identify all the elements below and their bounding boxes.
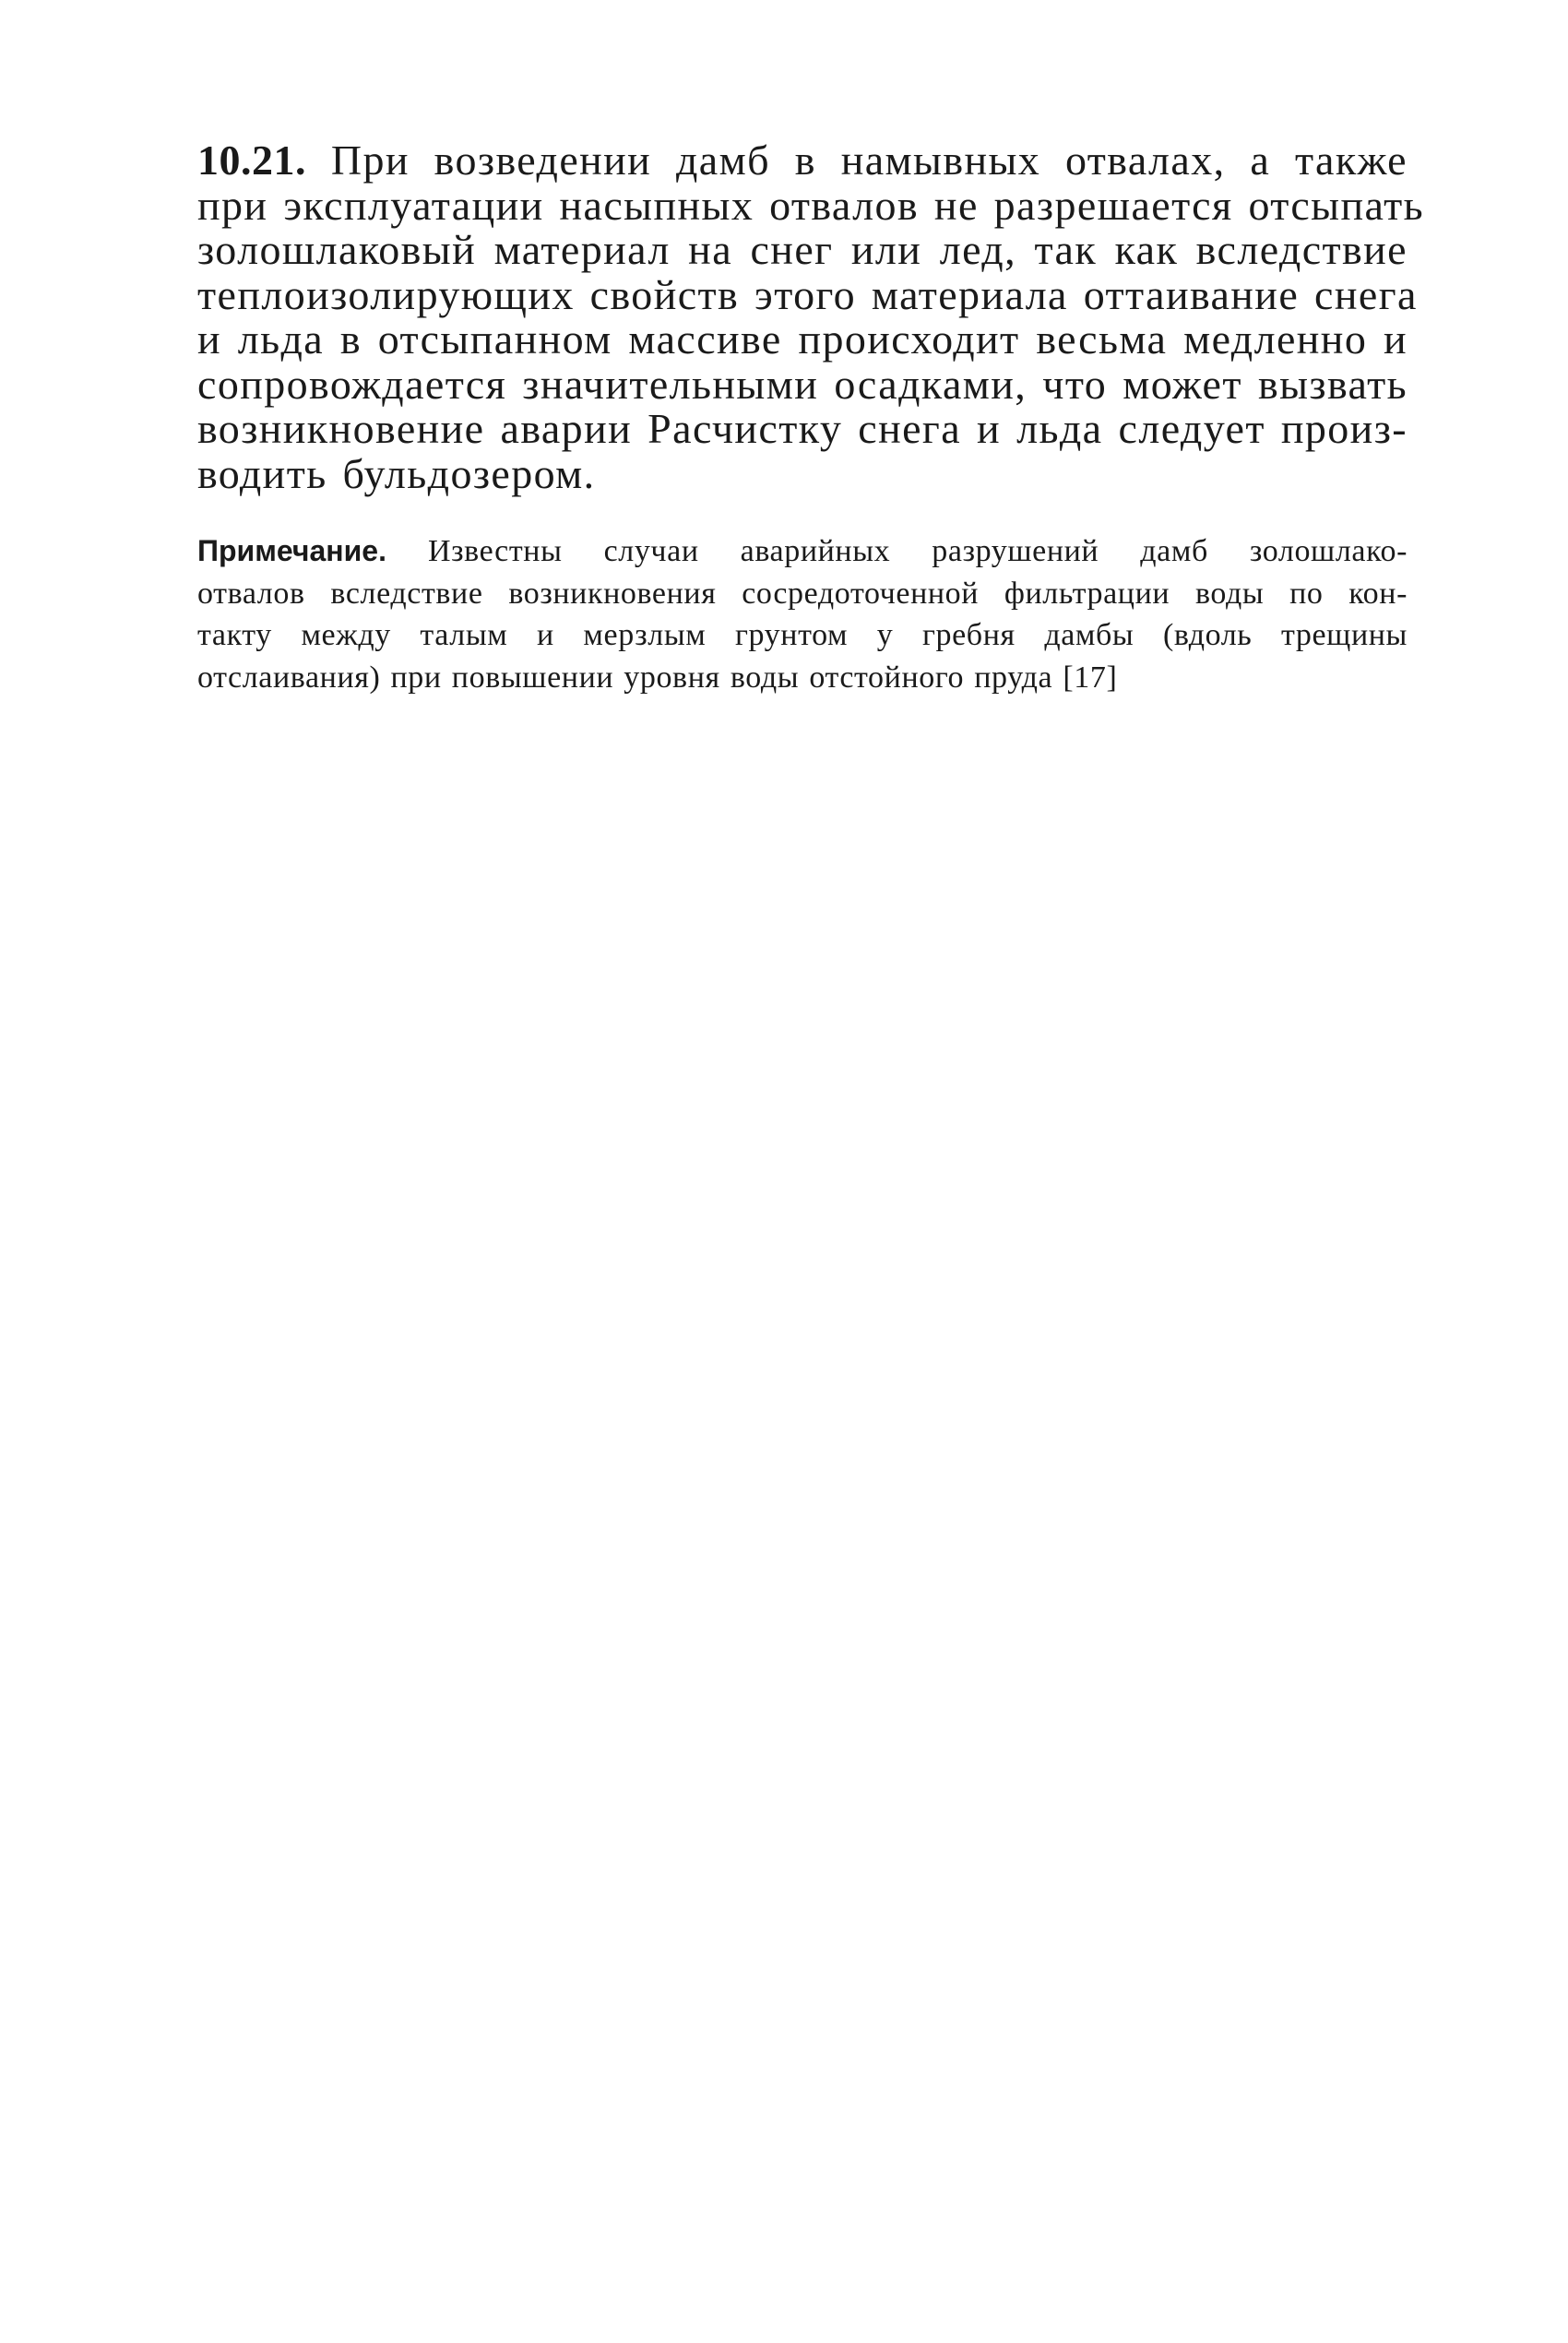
note-block bbox=[197, 530, 1408, 698]
clause-line-6: сопровождается значительными осадками, что может вызвать bbox=[197, 360, 1408, 408]
note-line-3: такту между талым и мерзлым грунтом у гребня дамбы (вдоль трещины bbox=[197, 618, 1408, 652]
clause-line-8: водить бульдозером. bbox=[197, 449, 596, 497]
clause-line-2: при эксплуатации насыпных отвалов не разрешается отсыпать bbox=[197, 181, 1424, 229]
clause-10-21 bbox=[197, 137, 1424, 497]
clause-line-5: и льда в отсыпанном массиве происходит весьма медленно и bbox=[197, 315, 1408, 363]
clause-line-3: золошлаковый материал на снег или лед, так как вследствие bbox=[197, 226, 1408, 273]
clause-text-line-1: При возведении дамб в намывных отвалах, а также bbox=[306, 137, 1408, 184]
note-line-4: отслаивания) при повышении уровня воды отстойного пруда [17] bbox=[197, 660, 1118, 695]
note-label: Примечание. bbox=[197, 534, 386, 567]
note-line-2: отвалов вследствие возникновения сосредоточенной фильтрации воды по кон- bbox=[197, 576, 1408, 611]
clause-line-4: теплоизолирующих свойств этого материала оттаивание снега bbox=[197, 270, 1418, 318]
clause-line-7: возникновение аварии Расчистку снега и льда следует произ- bbox=[197, 405, 1408, 452]
clause-line-1 bbox=[197, 138, 1408, 184]
note-line-1 bbox=[197, 530, 1408, 573]
clause-number: 10.21. bbox=[197, 137, 306, 184]
note-text-line-1: Известны случаи аварийных разрушений дамб золошлако- bbox=[386, 534, 1408, 568]
